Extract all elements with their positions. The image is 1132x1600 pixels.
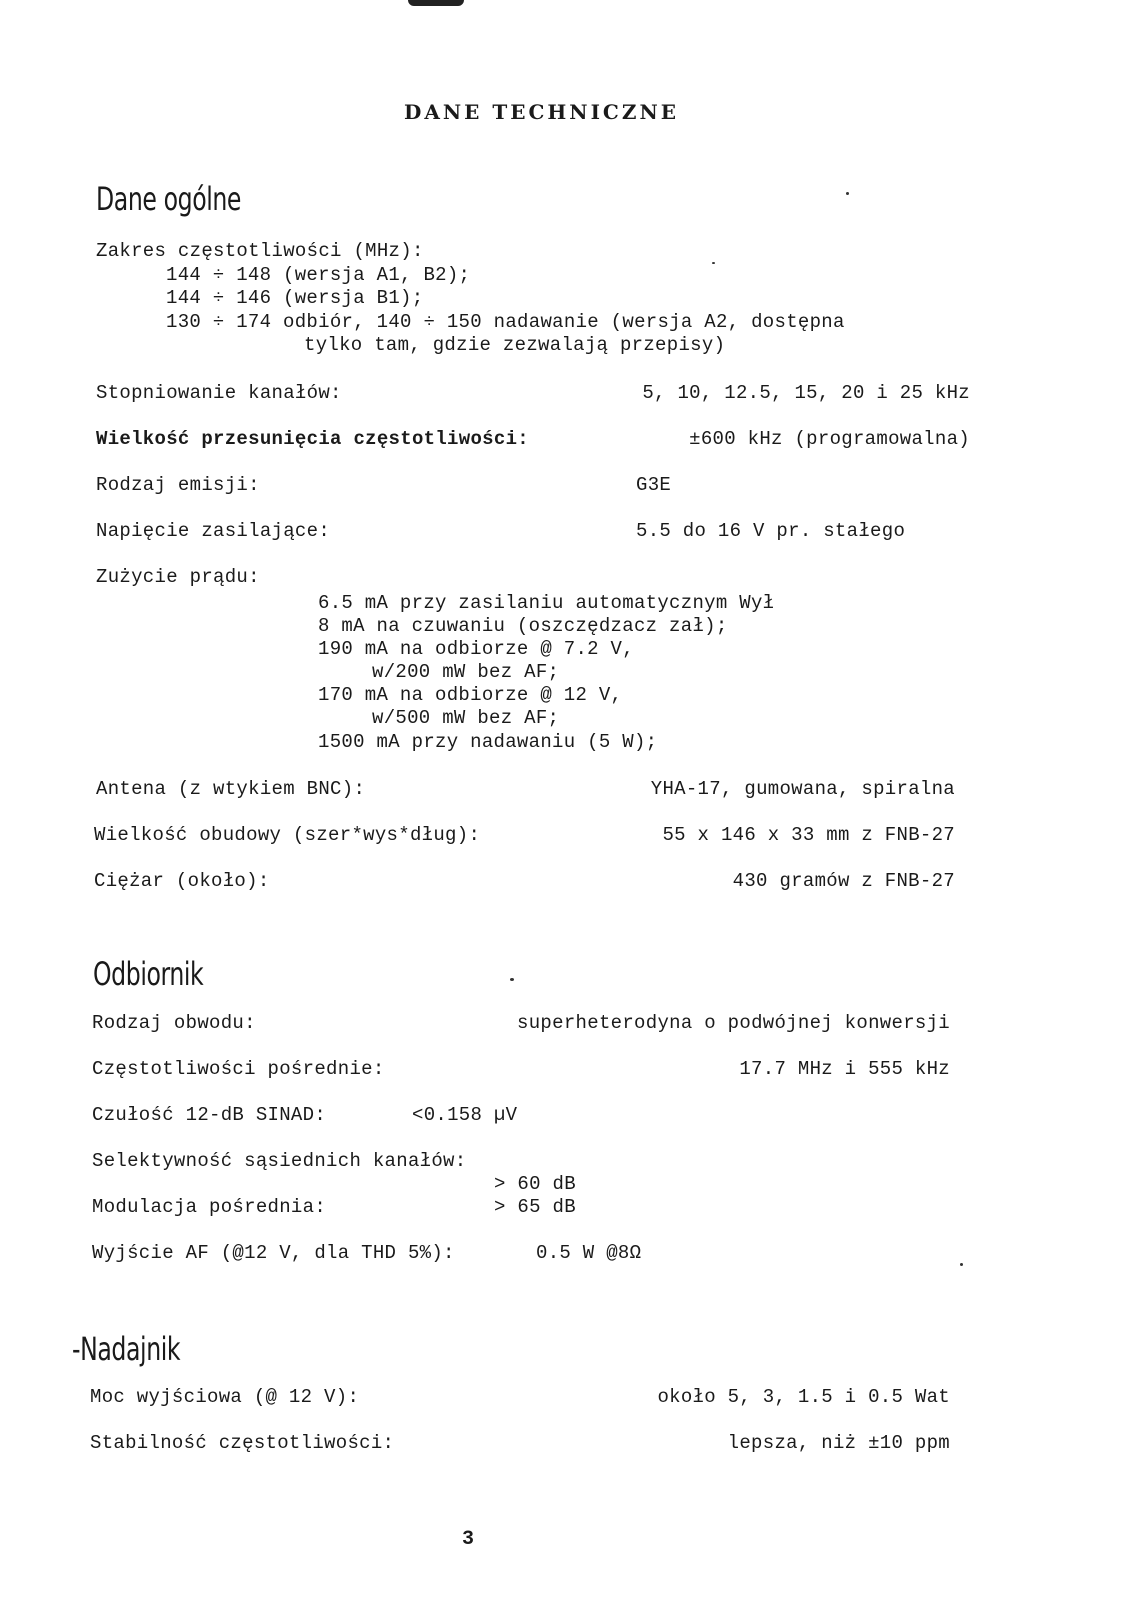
scan-mark — [408, 0, 464, 6]
stability-value: lepsza, niż ±10 ppm — [727, 1432, 950, 1454]
selectivity-value: > 60 dB — [494, 1173, 576, 1195]
circuit-label: Rodzaj obwodu: — [92, 1012, 256, 1034]
voltage-value: 5.5 do 16 V pr. stałego — [636, 520, 906, 542]
shift-value: ±600 kHz (programowalna) — [689, 428, 970, 450]
scan-speck — [712, 262, 715, 264]
scan-speck — [510, 978, 514, 981]
freq-line: 144 ÷ 148 (wersja A1, B2); — [166, 264, 471, 286]
af-value: 0.5 W @8Ω — [536, 1242, 642, 1264]
current-label: Zużycie prądu: — [96, 566, 260, 588]
scan-speck — [960, 1263, 963, 1266]
section-heading-general: Dane ogólne — [96, 180, 242, 218]
selectivity-label: Selektywność sąsiednich kanałów: — [92, 1150, 467, 1172]
af-label: Wyjście AF (@12 V, dla THD 5%): — [92, 1242, 455, 1264]
antenna-value: YHA-17, gumowana, spiralna — [650, 778, 955, 800]
voltage-label: Napięcie zasilające: — [96, 520, 331, 542]
current-line: w/200 mW bez AF; — [372, 661, 560, 683]
steps-value: 5, 10, 12.5, 15, 20 i 25 kHz — [642, 382, 970, 404]
sensitivity-value: <0.158 µV — [412, 1104, 518, 1126]
steps-label: Stopniowanie kanałów: — [96, 382, 342, 404]
if-value: 17.7 MHz i 555 kHz — [739, 1058, 950, 1080]
current-line: w/500 mW bez AF; — [372, 707, 560, 729]
emission-label: Rodzaj emisji: — [96, 474, 260, 496]
current-line: 8 mA na czuwaniu (oszczędzacz zał); — [318, 615, 728, 637]
power-value: około 5, 3, 1.5 i 0.5 Wat — [657, 1386, 950, 1408]
antenna-label: Antena (z wtykiem BNC): — [96, 778, 366, 800]
current-line: 170 mA na odbiorze @ 12 V, — [318, 684, 623, 706]
circuit-value: superheterodyna o podwójnej konwersji — [517, 1012, 950, 1034]
page-number: 3 — [462, 1528, 475, 1551]
intermod-label: Modulacja pośrednia: — [92, 1196, 327, 1218]
freq-label: Zakres częstotliwości (MHz): — [96, 240, 424, 262]
current-line: 190 mA na odbiorze @ 7.2 V, — [318, 638, 634, 660]
section-heading-receiver: Odbiornik — [93, 955, 204, 993]
intermod-value: > 65 dB — [494, 1196, 576, 1218]
emission-value: G3E — [636, 474, 672, 496]
weight-label: Ciężar (około): — [94, 870, 270, 892]
page-title: DANE TECHNICZNE — [404, 100, 679, 124]
case-value: 55 x 146 x 33 mm z FNB-27 — [662, 824, 955, 846]
power-label: Moc wyjściowa (@ 12 V): — [90, 1386, 360, 1408]
current-line: 1500 mA przy nadawaniu (5 W); — [318, 731, 658, 753]
scan-speck — [846, 192, 849, 195]
case-label: Wielkość obudowy (szer*wys*dług): — [94, 824, 481, 846]
weight-value: 430 gramów z FNB-27 — [732, 870, 955, 892]
freq-line: 130 ÷ 174 odbiór, 140 ÷ 150 nadawanie (wersja A2, dostępna — [166, 311, 845, 333]
shift-label: Wielkość przesunięcia częstotliwości: — [96, 428, 529, 450]
current-line: 6.5 mA przy zasilaniu automatycznym Wył — [318, 592, 775, 614]
freq-line: tylko tam, gdzie zezwalają przepisy) — [304, 334, 726, 356]
sensitivity-label: Czułość 12-dB SINAD: — [92, 1104, 327, 1126]
freq-line: 144 ÷ 146 (wersja B1); — [166, 287, 424, 309]
section-heading-transmitter: -Nadajnik — [72, 1330, 181, 1368]
if-label: Częstotliwości pośrednie: — [92, 1058, 385, 1080]
stability-label: Stabilność częstotliwości: — [90, 1432, 395, 1454]
